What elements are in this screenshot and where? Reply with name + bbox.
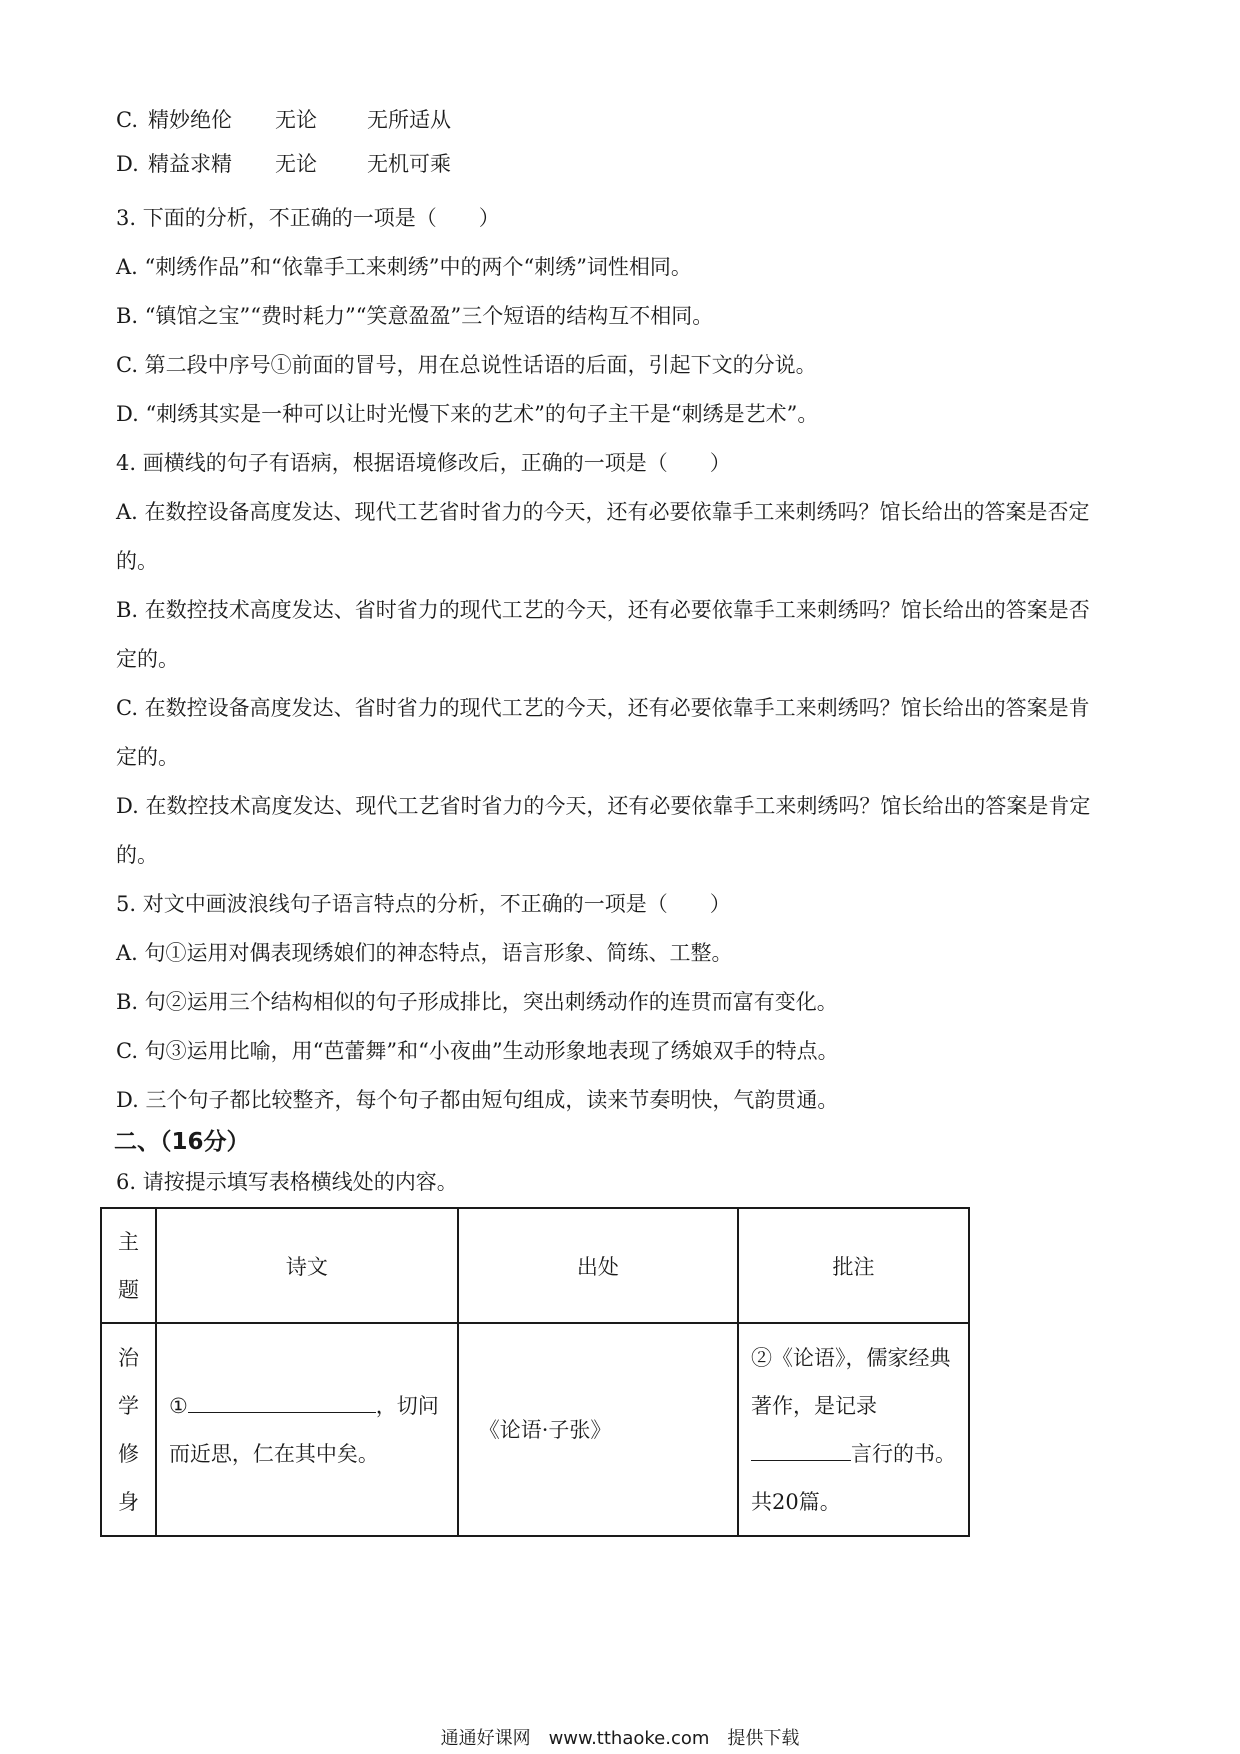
- question-4-option-c-line2: 定的。: [116, 745, 179, 769]
- question-4-option-b-line2: 定的。: [116, 647, 179, 671]
- question-4-option-d-line1: D. 在数控技术高度发达、现代工艺省时省力的今天，还有必要依靠手工来刺绣吗？馆长给出的答案是肯定: [116, 794, 1091, 818]
- topic-char: 学: [117, 1393, 139, 1418]
- option-word-2: 无论: [275, 108, 317, 132]
- question-5-option-a: A. 句①运用对偶表现绣娘们的神态特点，语言形象、简练、工整。: [116, 941, 733, 965]
- topic-char: 身: [117, 1489, 139, 1514]
- poem-line-2: 而近思，仁在其中矣。: [168, 1441, 379, 1466]
- option-word-1: 精益求精: [148, 152, 232, 176]
- question-4-option-b-line1: B. 在数控技术高度发达、省时省力的现代工艺的今天，还有必要依靠手工来刺绣吗？馆长给出的答案是否: [116, 598, 1090, 622]
- question-3-option-d: D. “刺绣其实是一种可以让时光慢下来的艺术”的句子主干是“刺绣是艺术”。: [116, 402, 819, 426]
- question-6-stem: 6. 请按提示填写表格横线处的内容。: [116, 1170, 458, 1194]
- question-5-option-b: B. 句②运用三个结构相似的句子形成排比，突出刺绣动作的连贯而富有变化。: [116, 990, 838, 1014]
- option-word-3: 无机可乘: [367, 152, 451, 176]
- note-line-2: 著作，是记录: [751, 1393, 877, 1418]
- option-word-2: 无论: [275, 152, 317, 176]
- header-topic-char: 题: [117, 1277, 139, 1302]
- section-2-title: 二、（16分）: [114, 1129, 250, 1155]
- option-word-1: 精妙绝伦: [148, 108, 232, 132]
- topic-char: 治: [117, 1345, 139, 1370]
- question-3-option-c: C. 第二段中序号①前面的冒号，用在总说性话语的后面，引起下文的分说。: [116, 353, 817, 377]
- note-blank-line[interactable]: [751, 1436, 851, 1461]
- question-3-stem: 3. 下面的分析，不正确的一项是（ ）: [116, 206, 500, 230]
- question-4-option-d-line2: 的。: [116, 843, 158, 867]
- page-footer: 通通好课网 www.tthaoke.com 提供下载: [440, 1728, 800, 1749]
- poem-suffix: ，切问: [375, 1393, 439, 1418]
- topic-char: 修: [117, 1441, 139, 1466]
- question-3-option-a: A. “刺绣作品”和“依靠手工来刺绣”中的两个“刺绣”词性相同。: [116, 255, 692, 279]
- table-header-row: [101, 1208, 969, 1323]
- header-source: 出处: [458, 1208, 738, 1323]
- option-c-row: [116, 106, 451, 134]
- note-line-3-suffix: 言行的书。: [851, 1441, 956, 1466]
- question-4-stem: 4. 画横线的句子有语病，根据语境修改后，正确的一项是（ ）: [116, 451, 731, 475]
- question-5-option-d: D. 三个句子都比较整齐，每个句子都由短句组成，读来节奏明快，气韵贯通。: [116, 1088, 839, 1112]
- question-4-option-a-line1: A. 在数控设备高度发达、现代工艺省时省力的今天，还有必要依靠手工来刺绣吗？馆长给出的答案是否定: [116, 500, 1090, 524]
- option-word-3: 无所适从: [367, 108, 451, 132]
- header-note: 批注: [738, 1208, 969, 1323]
- poem-cell: [156, 1323, 458, 1536]
- question-4-option-a-line2: 的。: [116, 549, 158, 573]
- header-topic: [101, 1208, 156, 1323]
- note-line-4: 共20篇。: [751, 1489, 841, 1514]
- header-topic-char: 主: [117, 1229, 139, 1254]
- note-line-1: ②《论语》，儒家经典: [751, 1345, 951, 1370]
- poem-blank-number: ①: [168, 1393, 188, 1418]
- poem-blank-line[interactable]: [188, 1388, 376, 1413]
- source-cell: [458, 1323, 738, 1536]
- option-letter: D.: [116, 152, 139, 176]
- topic-cell: [101, 1323, 156, 1536]
- poem-table: [100, 1207, 970, 1537]
- note-cell: [738, 1323, 969, 1536]
- source-text: 《论语·子张》: [478, 1417, 612, 1442]
- question-5-option-c: C. 句③运用比喻，用“芭蕾舞”和“小夜曲”生动形象地表现了绣娘双手的特点。: [116, 1039, 839, 1063]
- option-letter: C.: [116, 108, 138, 132]
- question-5-stem: 5. 对文中画波浪线句子语言特点的分析，不正确的一项是（ ）: [116, 892, 731, 916]
- table-row: [101, 1323, 969, 1536]
- question-4-option-c-line1: C. 在数控设备高度发达、省时省力的现代工艺的今天，还有必要依靠手工来刺绣吗？馆长给出的答案是肯: [116, 696, 1090, 720]
- option-d-row: [116, 150, 451, 178]
- header-poem: 诗文: [156, 1208, 458, 1323]
- question-3-option-b: B. “镇馆之宝”“费时耗力”“笑意盈盈”三个短语的结构互不相同。: [116, 304, 714, 328]
